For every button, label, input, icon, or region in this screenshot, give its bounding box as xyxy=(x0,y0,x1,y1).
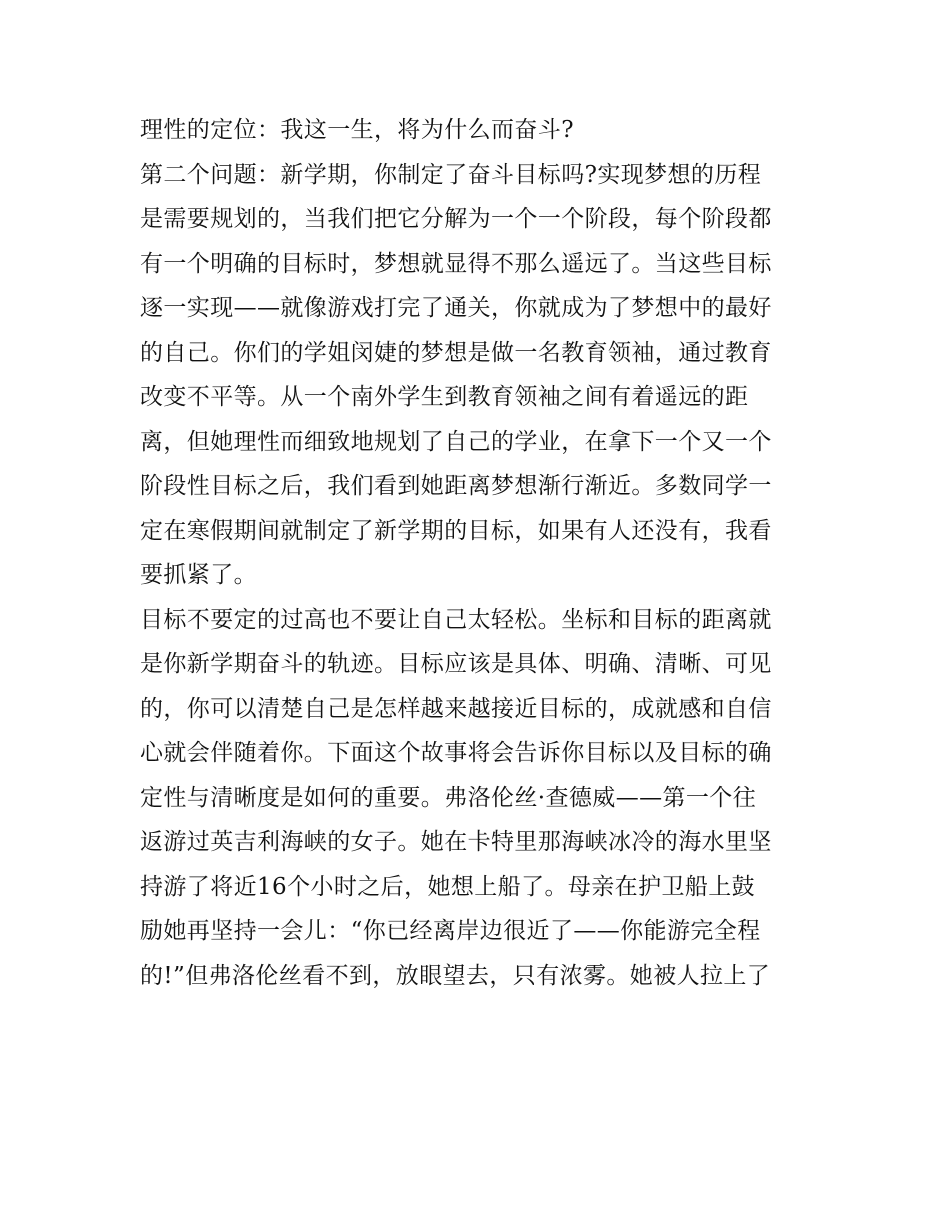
text-line: 是你新学期奋斗的轨迹。目标应该是具体、明确、清晰、可见 xyxy=(140,651,772,677)
text-line: 要抓紧了。 xyxy=(140,562,257,588)
text-line: 阶段性目标之后，我们看到她距离梦想渐行渐近。多数同学一 xyxy=(140,473,772,499)
text-line: 目标不要定的过高也不要让自己太轻松。坐标和目标的距离就 xyxy=(140,606,772,633)
body-text xyxy=(140,108,815,998)
text-line: 定性与清晰度是如何的重要。弗洛伦丝·查德威——第一个往 xyxy=(140,784,757,811)
text-line: 定在寒假期间就制定了新学期的目标，如果有人还没有，我看 xyxy=(140,517,772,544)
text-line: 的自己。你们的学姐闵婕的梦想是做一名教育领袖，通过教育 xyxy=(140,339,772,366)
text-line: 返游过英吉利海峡的女子。她在卡特里那海峡冰冷的海水里坚 xyxy=(140,829,772,855)
text-line: 第二个问题：新学期，你制定了奋斗目标吗?实现梦想的历程 xyxy=(140,161,762,188)
text-line: 心就会伴随着你。下面这个故事将会告诉你目标以及目标的确 xyxy=(140,740,772,766)
text-line: 是需要规划的，当我们把它分解为一个一个阶段，每个阶段都 xyxy=(140,206,772,232)
text-line: 励她再坚持一会儿：“你已经离岸边很近了——你能游完全程 xyxy=(140,918,761,944)
text-line: 离，但她理性而细致地规划了自己的学业，在拿下一个又一个 xyxy=(140,428,772,455)
text-line: 理性的定位：我这一生，将为什么而奋斗? xyxy=(140,117,574,143)
text-line: 的，你可以清楚自己是怎样越来越接近目标的，成就感和自信 xyxy=(140,695,772,722)
text-line: 有一个明确的目标时，梦想就显得不那么遥远了。当这些目标 xyxy=(140,250,772,277)
text-line: 持游了将近16个小时之后，她想上船了。母亲在护卫船上鼓 xyxy=(140,873,756,900)
text-line: 的!”但弗洛伦丝看不到，放眼望去，只有浓雾。她被人拉上了 xyxy=(140,962,771,989)
text-line: 逐一实现——就像游戏打完了通关，你就成为了梦想中的最好 xyxy=(140,295,772,321)
text-line: 改变不平等。从一个南外学生到教育领袖之间有着遥远的距 xyxy=(140,384,749,410)
